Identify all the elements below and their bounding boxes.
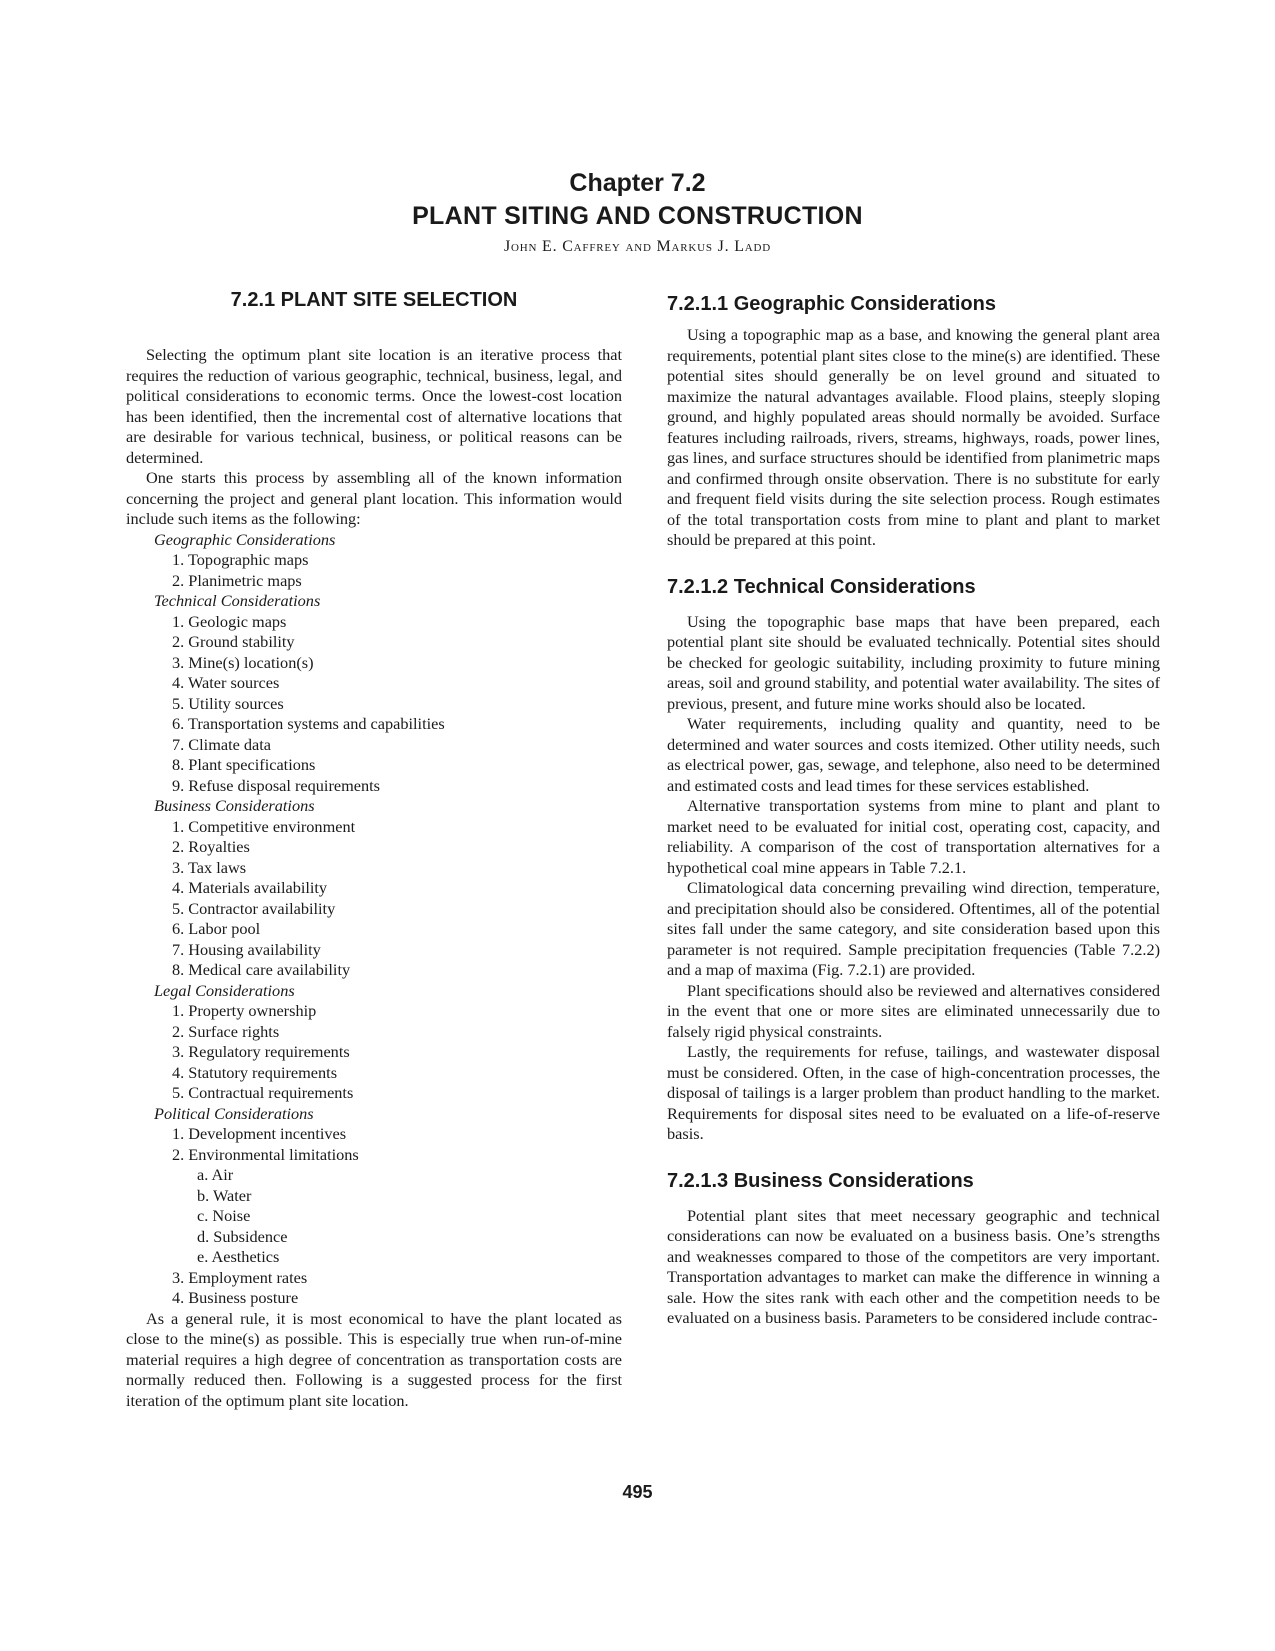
- paragraph: Plant specifications should also be reviewed and alternatives considered in the event that one or more sites are eliminated unnecessarily due to falsely rigid physical constraints.: [667, 980, 1160, 1041]
- chapter-title: PLANT SITING AND CONSTRUCTION: [412, 202, 863, 230]
- list-item: c. Noise: [197, 1206, 251, 1225]
- section-heading-7-2-1-1: 7.2.1.1 Geographic Considerations: [667, 293, 996, 315]
- page-number: 495: [622, 1482, 653, 1502]
- list-item: 3. Employment rates: [172, 1267, 308, 1287]
- list-item: 7. Housing availability: [172, 939, 321, 959]
- list-category: Business Considerations: [154, 796, 315, 815]
- list-item: 3. Tax laws: [172, 857, 247, 877]
- list-item: 3. Regulatory requirements: [172, 1042, 350, 1061]
- list-item: 1. Competitive environment: [172, 816, 356, 836]
- chapter-header: [0, 168, 1275, 258]
- list-item: 4. Materials availability: [172, 878, 328, 897]
- list-item: 5. Utility sources: [172, 693, 284, 713]
- chapter-number: Chapter 7.2: [569, 169, 706, 197]
- list-item: 2. Surface rights: [172, 1021, 280, 1041]
- paragraph: Climatological data concerning prevailing wind direction, temperature, and precipitation should also be considered. Oftentimes, all of the potential sites fall under the same category, and site consideration based upon this parameter is not required. Sample precipitation frequencies (Table 7.2.2) and a map of maxima (Fig. 7.2.1) are provided.: [667, 878, 1160, 979]
- list-item: d. Subsidence: [197, 1226, 288, 1246]
- list-category: Political Considerations: [154, 1103, 314, 1123]
- list-item: 4. Business posture: [172, 1288, 299, 1307]
- list-item: 4. Statutory requirements: [172, 1062, 338, 1082]
- paragraph: Water requirements, including quality and quantity, need to be determined and water sources and costs itemized. Other utility needs, such as electrical power, gas, sewage, and telephone, also need to be determined and estimated costs and lead times for these services established.: [667, 714, 1160, 795]
- list-item: 5. Contractual requirements: [172, 1083, 354, 1102]
- list-item: 1. Topographic maps: [172, 550, 309, 569]
- list-item: 3. Mine(s) location(s): [172, 652, 314, 672]
- list-category: Legal Considerations: [154, 980, 295, 1000]
- paragraph: Using the topographic base maps that have been prepared, each potential plant site should be evaluated technically. Potential sites should be checked for geologic suitability, including proximity to future mining areas, soil and ground stability, and potential water availability. The sites of previous, present, and future mine works should also be located.: [667, 611, 1160, 713]
- list-item: a. Air: [197, 1165, 234, 1184]
- considerations-list: [126, 530, 622, 1309]
- list-item: 2. Environmental limitations: [172, 1144, 359, 1164]
- list-item: 2. Ground stability: [172, 632, 295, 651]
- list-item: 8. Medical care availability: [172, 960, 351, 979]
- section-heading-7-2-1: 7.2.1 PLANT SITE SELECTION: [230, 289, 518, 311]
- list-item: e. Aesthetics: [197, 1247, 280, 1266]
- list-item: 6. Labor pool: [172, 919, 261, 938]
- list-item: 6. Transportation systems and capabilities: [172, 714, 445, 733]
- list-category: Technical Considerations: [154, 591, 321, 610]
- list-item: 2. Planimetric maps: [172, 570, 302, 590]
- list-item: 1. Property ownership: [172, 1001, 317, 1020]
- section-heading-7-2-1-3: 7.2.1.3 Business Considerations: [667, 1169, 974, 1192]
- list-item: 2. Royalties: [172, 837, 250, 856]
- paragraph: Using a topographic map as a base, and knowing the general plant area requirements, potential plant sites close to the mine(s) are identified. These potential sites should generally be on level ground and situated to maximize the natural advantages available. Flood plains, steeply sloping ground, and highly populated areas should normally be avoided. Surface features including railroads, rivers, streams, highways, roads, power lines, gas lines, and surface structures should be identified from planimetric maps and confirmed through onsite observation. There is no substitute for early and frequent field visits during the site selection process. Rough estimates of the total transportation costs from mine to plant and plant to market should be prepared at this point.: [667, 325, 1160, 549]
- paragraph: One starts this process by assembling all of the known information concerning the project and general plant location. This information would include such items as the following:: [126, 468, 622, 528]
- paragraph: Alternative transportation systems from mine to plant and plant to market need to be evaluated for initial cost, operating cost, capacity, and reliability. A comparison of the cost of transportation alternatives for a hypothetical coal mine appears in Table 7.2.1.: [667, 796, 1160, 877]
- paragraph: Selecting the optimum plant site location is an iterative process that requires the reduction of various geographic, technical, business, legal, and political considerations to economic terms. Once the lowest-cost location has been identified, then the incremental cost of alternative locations that are desirable for various technical, business, or political reasons can be determined.: [126, 345, 622, 467]
- list-item: 1. Development incentives: [172, 1124, 347, 1143]
- chapter-authors: John E. Caffrey and Markus J. Ladd: [503, 238, 772, 255]
- list-item: 7. Climate data: [172, 734, 272, 754]
- paragraph: Potential plant sites that meet necessary geographic and technical considerations can now be evaluated on a business basis. One’s strengths and weaknesses compared to those of the competitors are very important. Transportation advantages to market can make the difference in winning a sale. How the sites rank with each other and the competition needs to be evaluated on a business basis. Parameters to be considered include contrac-: [667, 1205, 1160, 1327]
- list-category: Geographic Considerations: [154, 529, 336, 549]
- list-item: 9. Refuse disposal requirements: [172, 775, 380, 795]
- paragraph: Lastly, the requirements for refuse, tailings, and wastewater disposal must be considered. Often, in the case of high-concentration processes, the disposal of tailings is a larger problem than product handling to the market. Requirements for disposal sites need to be evaluated on a life-of-reserve basis.: [667, 1042, 1160, 1143]
- section-heading-7-2-1-2: 7.2.1.2 Technical Considerations: [667, 575, 976, 598]
- list-item: 1. Geologic maps: [172, 611, 287, 631]
- list-item: b. Water: [197, 1185, 252, 1205]
- list-item: 8. Plant specifications: [172, 755, 316, 774]
- paragraph: As a general rule, it is most economical to have the plant located as close to the mine(s) as possible. This is especially true when run-of-mine material requires a high degree of concentration as transportation costs are normally reduced then. Following is a suggested process for the first iteration of the optimum plant site location.: [126, 1308, 622, 1410]
- list-item: 4. Water sources: [172, 673, 280, 692]
- left-column: [126, 288, 622, 1411]
- list-item: 5. Contractor availability: [172, 898, 336, 918]
- right-column: [667, 288, 1160, 1329]
